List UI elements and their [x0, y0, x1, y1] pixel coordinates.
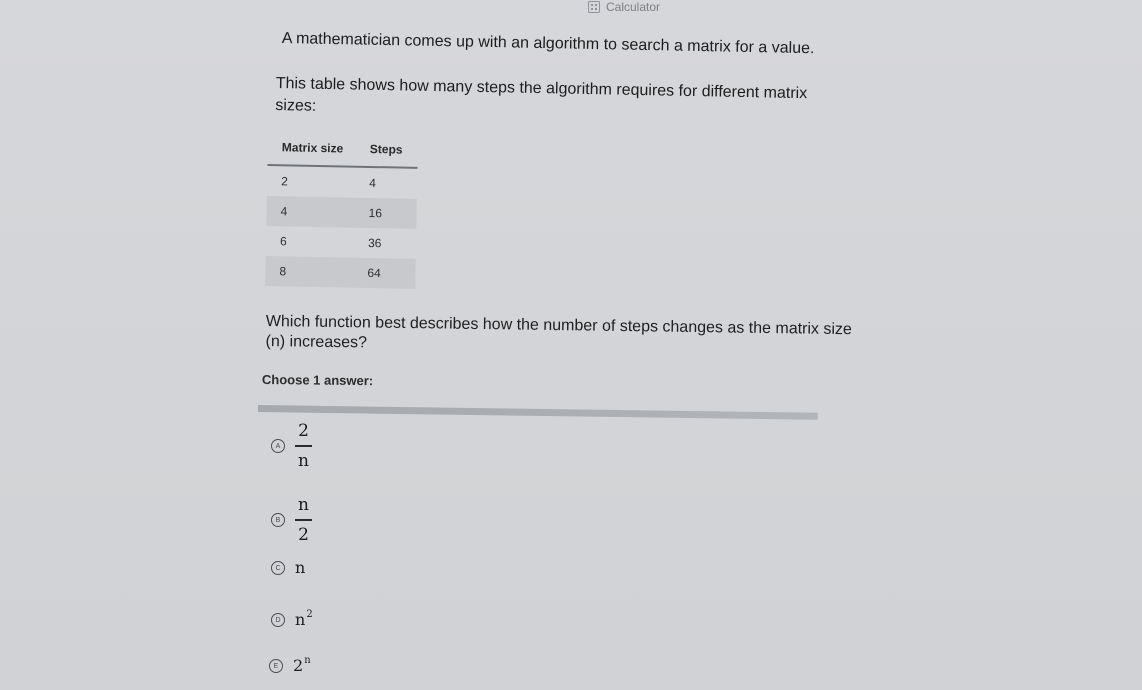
choice-letter-a: A [271, 439, 285, 453]
expression-n-squared [295, 609, 313, 629]
choice-letter-e: E [269, 659, 283, 673]
table-row [266, 196, 417, 229]
answer-choice-a[interactable] [271, 423, 312, 470]
table-header-matrix-size: Matrix size [281, 140, 344, 156]
table-row [267, 166, 418, 199]
expression-base: n [295, 610, 306, 629]
table-cell: 64 [367, 265, 381, 281]
table-cell: 4 [369, 175, 377, 191]
choice-letter-b: B [271, 513, 285, 527]
fraction-bar [295, 519, 312, 521]
table-cell: 36 [367, 235, 382, 251]
calculator-icon [588, 1, 600, 13]
fraction-numerator: 2 [298, 421, 309, 441]
calculator-tool[interactable] [588, 0, 660, 14]
fraction-numerator: n [298, 495, 309, 515]
table-header-steps: Steps [369, 141, 403, 157]
answers-divider [258, 405, 818, 420]
answer-choice-e[interactable] [269, 655, 311, 675]
choice-letter-d: D [271, 613, 285, 627]
fraction-2-over-n [295, 423, 312, 470]
table-row [266, 226, 417, 259]
table-cell: 6 [279, 234, 287, 249]
expression-base: 2 [293, 656, 304, 675]
calculator-label: Calculator [606, 0, 661, 14]
expression-exponent: 2 [306, 609, 313, 620]
table-header [268, 140, 418, 169]
table-cell: 4 [280, 204, 288, 219]
fraction-n-over-2 [295, 497, 312, 544]
table-cell: 8 [279, 264, 287, 279]
choose-answer-label: Choose 1 answer: [261, 372, 374, 389]
question-prompt: Which function best describes how the number of steps changes as the matrix size (n) increases? [265, 312, 853, 352]
answer-choice-d[interactable] [271, 609, 313, 629]
matrix-steps-table [265, 140, 418, 289]
expression-2-to-the-n [293, 655, 311, 675]
question-intro-line-2: This table shows how many steps the algorithm requires for different matrix sizes: [275, 74, 808, 115]
choice-letter-c: C [271, 561, 285, 575]
fraction-denominator: 2 [298, 524, 309, 545]
expression-exponent: n [304, 655, 311, 666]
fraction-denominator: n [298, 450, 309, 471]
table-row [265, 256, 416, 289]
answer-choice-b[interactable] [271, 497, 312, 544]
expression-n: n [295, 558, 306, 577]
table-cell: 2 [281, 174, 289, 189]
question-intro-line-1: A mathematician comes up with an algorithm to search a matrix for a value. [281, 29, 815, 58]
table-cell: 16 [368, 205, 383, 221]
fraction-bar [295, 445, 312, 447]
answer-choice-c[interactable] [271, 560, 305, 576]
